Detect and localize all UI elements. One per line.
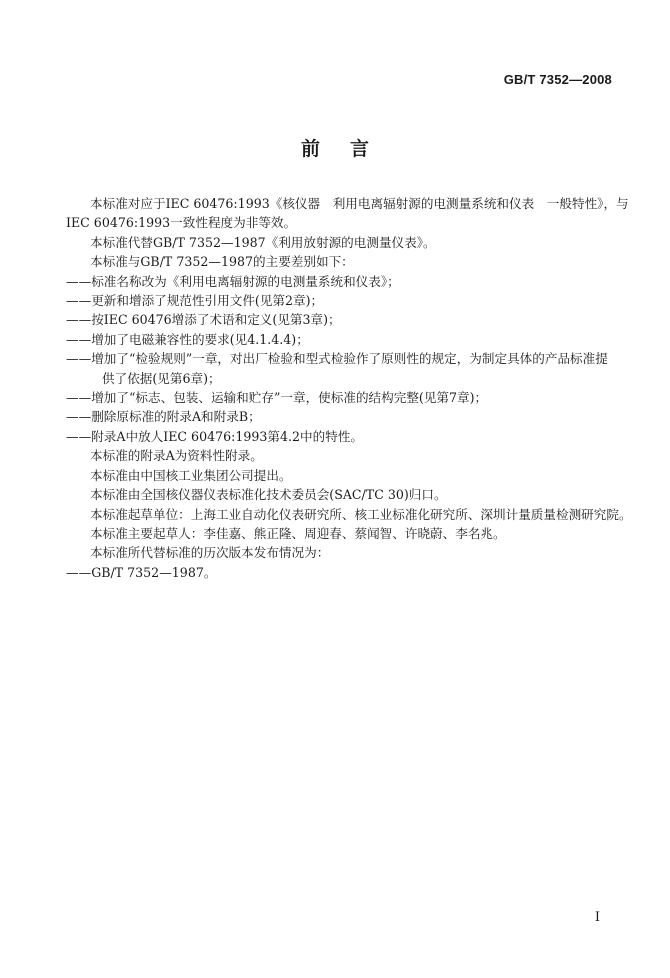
list-item: ——增加了“标志、包装、运输和贮存”一章，使标准的结构完整(见第7章)； xyxy=(66,390,488,406)
page-number: I xyxy=(594,910,600,925)
paragraph-replaces: 本标准代替GB/T 7352—1987《利用放射源的电测量仪表》。 xyxy=(90,234,436,250)
paragraph-history: 本标准所代替标准的历次版本发布情况为： xyxy=(90,545,330,561)
list-item: ——按IEC 60476增添了术语和定义(见第3章)； xyxy=(66,312,341,328)
paragraph-annex: 本标准的附录A为资料性附录。 xyxy=(90,448,263,464)
list-item: ——删除原标准的附录A和附录B； xyxy=(66,409,261,425)
page-title: 前言 xyxy=(300,138,399,160)
paragraph-proposer: 本标准由中国核工业集团公司提出。 xyxy=(90,467,292,483)
paragraph-drafting-units: 本标准起草单位：上海工业自动化仪表研究所、核工业标准化研究所、深圳计量质量检测研究院。 xyxy=(90,506,632,522)
paragraph-correspondence-cont: IEC 60476:1993一致性程度为非等效。 xyxy=(66,215,297,231)
paragraph-correspondence: 本标准对应于IEC 60476:1993《核仪器 利用电离辐射源的电测量系统和仪表 一般特性》，与 xyxy=(90,196,629,211)
paragraph-differences-intro: 本标准与GB/T 7352—1987的主要差别如下： xyxy=(90,254,354,270)
list-item: ——增加了“检验规则”一章，对出厂检验和型式检验作了原则性的规定，为制定具体的产品标准提 xyxy=(66,351,608,367)
list-item: ——更新和增添了规范性引用文件(见第2章)； xyxy=(66,293,324,309)
list-item: ——GB/T 7352—1987。 xyxy=(66,564,217,580)
list-item: ——附录A中放人IEC 60476:1993第4.2中的特性。 xyxy=(66,428,364,444)
list-item-continuation: 供了依据(见第6章)； xyxy=(102,370,221,386)
list-item: ——增加了电磁兼容性的要求(见4.1.4.4)； xyxy=(66,331,309,347)
paragraph-drafters: 本标准主要起草人：李佳嘉、熊正隆、周迎春、蔡闻智、许晓蔚、李名兆。 xyxy=(90,525,506,541)
standard-code: GB/T 7352—2008 xyxy=(503,72,612,87)
foreword-body xyxy=(66,194,632,582)
list-item: ——标准名称改为《利用电离辐射源的电测量系统和仪表》； xyxy=(66,273,400,289)
paragraph-committee: 本标准由全国核仪器仪表标准化技术委员会(SAC/TC 30)归口。 xyxy=(90,487,447,503)
